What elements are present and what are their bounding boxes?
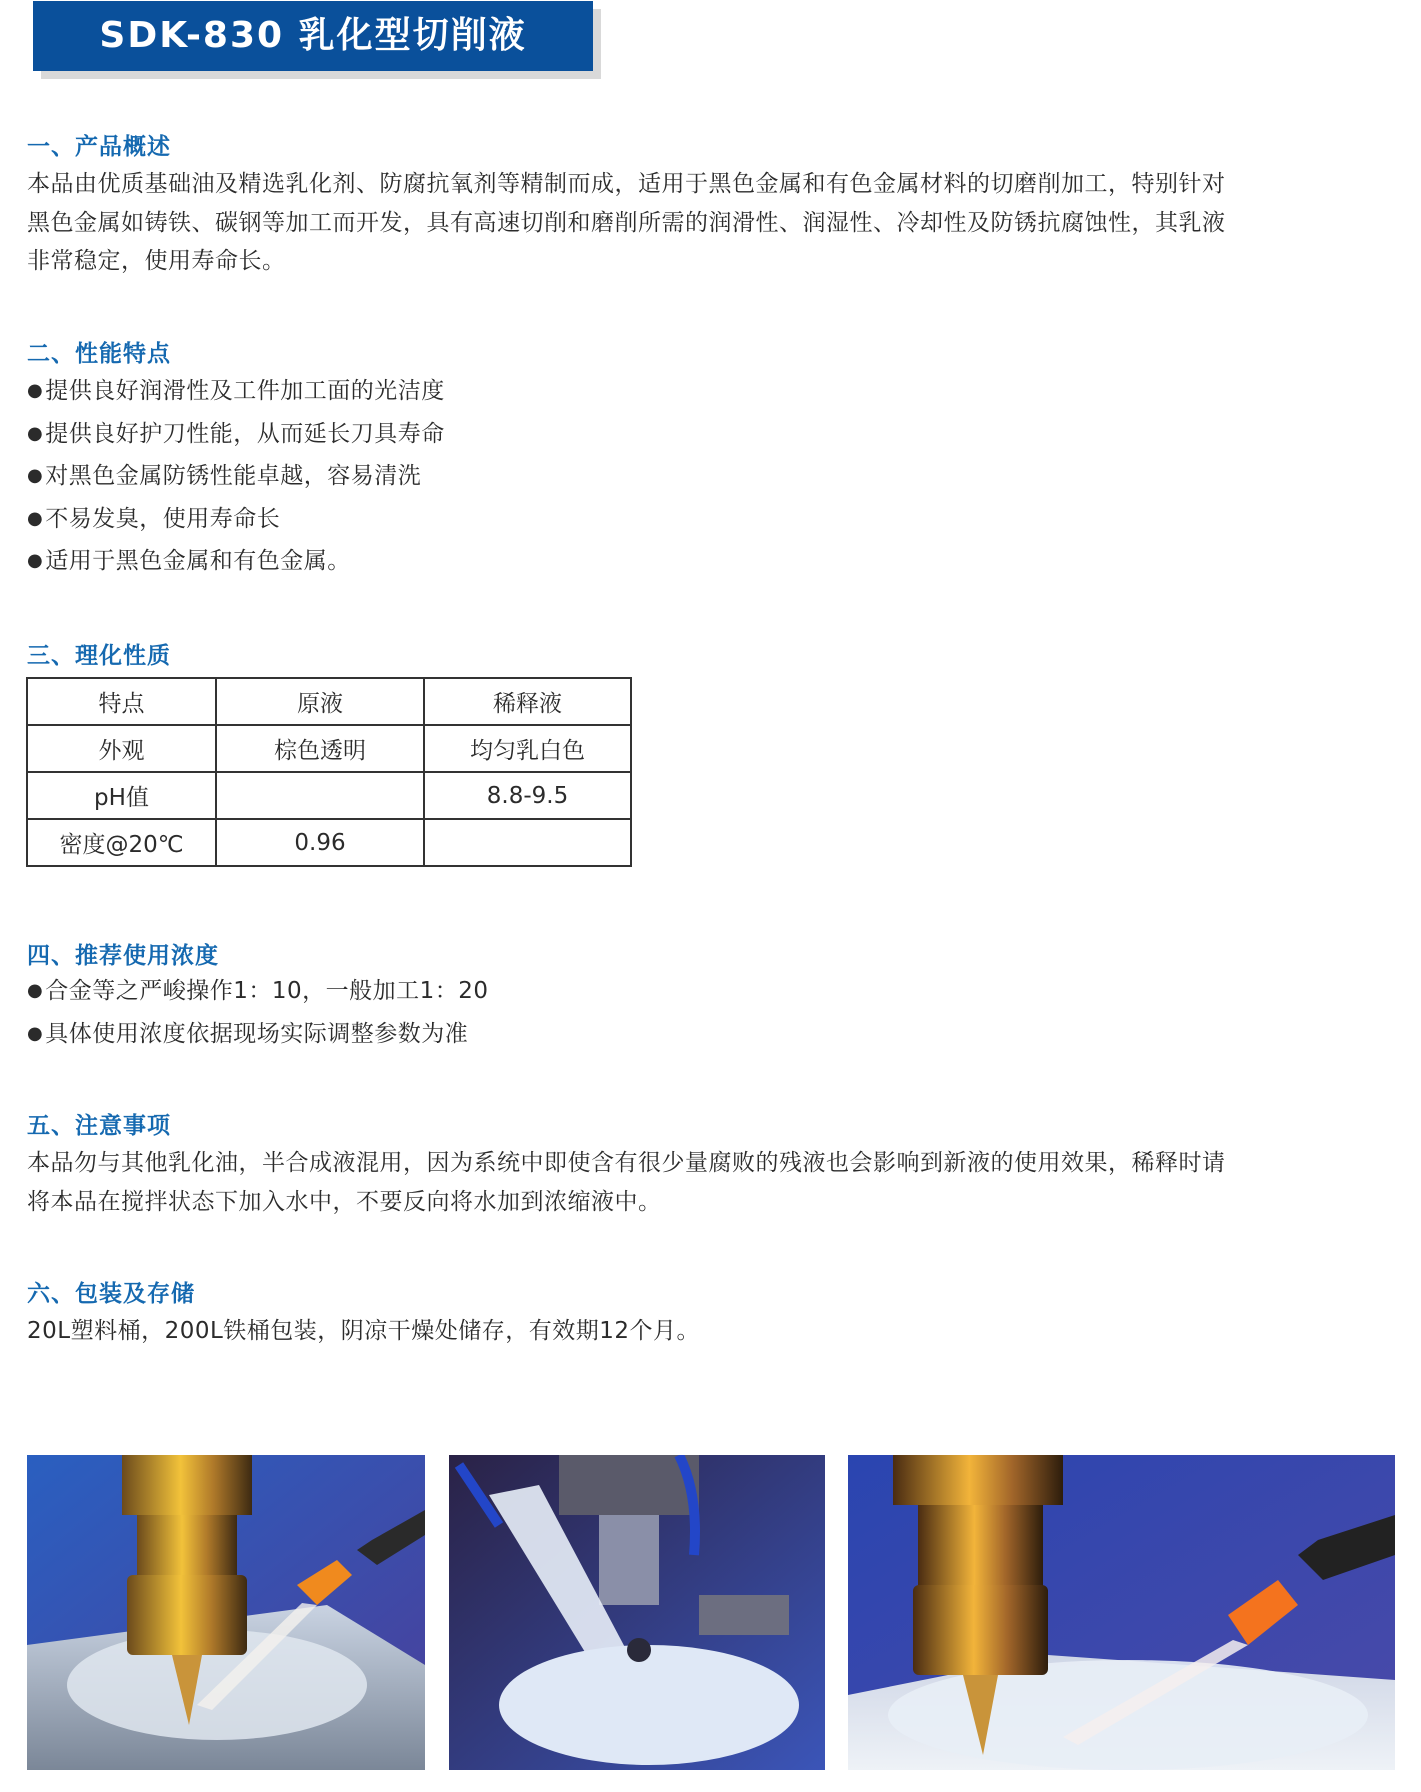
notes-line: 本品勿与其他乳化油，半合成液混用，因为系统中即使含有很少量腐败的残液也会影响到新液的使用效果，稀释时请 <box>27 1150 1226 1176</box>
table-cell <box>424 819 631 866</box>
list-item: ● 适用于黑色金属和有色金属。 <box>27 540 445 583</box>
title-banner: SDK-830 乳化型切削液 <box>33 1 593 71</box>
section-title-features: 二、性能特点 <box>27 341 171 367</box>
properties-table <box>26 677 632 867</box>
notes-line: 将本品在搅拌状态下加入水中，不要反向将水加到浓缩液中。 <box>27 1188 662 1215</box>
table-cell: 均匀乳白色 <box>424 725 631 772</box>
section-title-overview: 一、产品概述 <box>27 134 171 160</box>
packaging-paragraph <box>27 1312 1397 1351</box>
list-item: ● 提供良好护刀性能，从而延长刀具寿命 <box>27 413 445 456</box>
machining-photo-1 <box>27 1455 425 1770</box>
features-list <box>27 370 445 583</box>
list-item: ● 对黑色金属防锈性能卓越，容易清洗 <box>27 455 445 498</box>
machining-photo-2 <box>449 1455 825 1770</box>
table-cell: pH值 <box>27 772 216 819</box>
table-cell: 8.8-9.5 <box>424 772 631 819</box>
table-row <box>27 772 631 819</box>
spindle-closeup-image-icon <box>848 1455 1395 1770</box>
overview-line: 非常稳定，使用寿命长。 <box>27 248 286 274</box>
table-row <box>27 725 631 772</box>
table-header-cell: 稀释液 <box>424 678 631 725</box>
overview-paragraph <box>27 165 1397 281</box>
table-cell: 密度@20℃ <box>27 819 216 866</box>
table-cell: 棕色透明 <box>216 725 424 772</box>
section-title-packaging: 六、包装及存储 <box>27 1281 195 1307</box>
list-item: ● 具体使用浓度依据现场实际调整参数为准 <box>27 1013 489 1056</box>
spindle-coolant-image-icon <box>27 1455 425 1770</box>
section-title-notes: 五、注意事项 <box>27 1113 171 1139</box>
concentration-list <box>27 970 489 1055</box>
table-header-cell: 原液 <box>216 678 424 725</box>
milling-emulsion-image-icon <box>449 1455 825 1770</box>
table-row <box>27 819 631 866</box>
list-item: ● 不易发臭，使用寿命长 <box>27 498 445 541</box>
table-cell <box>216 772 424 819</box>
notes-paragraph <box>27 1144 1397 1221</box>
list-item: ● 合金等之严峻操作1：10，一般加工1：20 <box>27 970 489 1013</box>
overview-line: 本品由优质基础油及精选乳化剂、防腐抗氧剂等精制而成，适用于黑色金属和有色金属材料的切磨削加工，特别针对 <box>27 171 1226 197</box>
table-cell: 外观 <box>27 725 216 772</box>
list-item: ● 提供良好润滑性及工件加工面的光洁度 <box>27 370 445 413</box>
section-title-properties: 三、理化性质 <box>27 643 171 669</box>
packaging-line: 20L塑料桶，200L铁桶包装，阴凉干燥处储存，有效期12个月。 <box>27 1318 701 1344</box>
machining-photo-3 <box>848 1455 1395 1770</box>
section-title-concentration: 四、推荐使用浓度 <box>27 943 219 969</box>
table-header-row <box>27 678 631 725</box>
table-cell: 0.96 <box>216 819 424 866</box>
overview-line: 黑色金属如铸铁、碳钢等加工而开发，具有高速切削和磨削所需的润滑性、润湿性、冷却性及防锈抗腐蚀性，其乳液 <box>27 209 1226 236</box>
table-header-cell: 特点 <box>27 678 216 725</box>
